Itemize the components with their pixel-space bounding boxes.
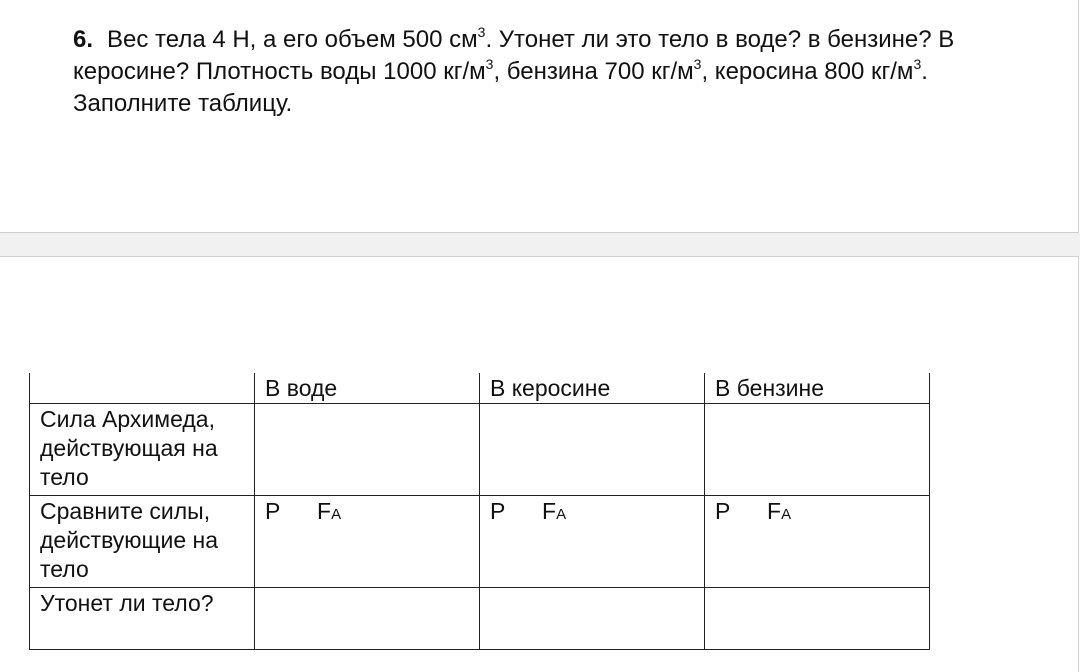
row-label-archimedes-force: Сила Архимеда, действующая на тело bbox=[30, 404, 255, 496]
weight-symbol: P bbox=[715, 498, 731, 524]
answer-table bbox=[29, 373, 930, 650]
compare-cell-gasoline[interactable] bbox=[705, 496, 930, 588]
superscript: 3 bbox=[913, 56, 922, 72]
superscript: 3 bbox=[477, 24, 486, 40]
answer-cell[interactable] bbox=[480, 404, 705, 496]
problem-text-2a: керосине? Плотность воды 1000 кг/м bbox=[73, 58, 486, 85]
answer-cell[interactable] bbox=[480, 588, 705, 650]
archimedes-force-symbol: FA bbox=[317, 498, 342, 524]
superscript: 3 bbox=[693, 56, 702, 72]
problem-statement bbox=[73, 24, 1033, 120]
problem-text-3: Заполните таблицу. bbox=[73, 90, 293, 117]
column-header-water: В воде bbox=[255, 373, 480, 404]
answer-cell[interactable] bbox=[255, 588, 480, 650]
weight-symbol: P bbox=[490, 498, 506, 524]
column-header-kerosene: В керосине bbox=[480, 373, 705, 404]
problem-number: 6. bbox=[73, 26, 94, 53]
archimedes-force-symbol: FA bbox=[542, 498, 567, 524]
row-label-will-sink: Утонет ли тело? bbox=[30, 588, 255, 650]
card-gap bbox=[0, 233, 1080, 256]
weight-symbol: P bbox=[265, 498, 281, 524]
problem-card bbox=[0, 0, 1079, 233]
problem-text-2c: , керосина 800 кг/м bbox=[701, 58, 914, 85]
table-corner-cell bbox=[30, 373, 255, 404]
problem-text-2b: , бензина 700 кг/м bbox=[493, 58, 694, 85]
answer-cell[interactable] bbox=[705, 404, 930, 496]
answer-cell[interactable] bbox=[255, 404, 480, 496]
table-row-will-sink bbox=[30, 588, 930, 650]
problem-text-1b: . Утонет ли это тело в воде? в бензине? В bbox=[485, 26, 955, 53]
column-header-gasoline: В бензине bbox=[705, 373, 930, 404]
table-row-compare-forces bbox=[30, 496, 930, 588]
compare-cell-water[interactable] bbox=[255, 496, 480, 588]
problem-text-1a: Вес тела 4 Н, а его объем 500 см bbox=[107, 26, 478, 53]
row-label-compare-forces: Сравните силы, действующие на тело bbox=[30, 496, 255, 588]
archimedes-force-symbol: FA bbox=[767, 498, 792, 524]
table-header-row bbox=[30, 373, 930, 404]
superscript: 3 bbox=[485, 56, 494, 72]
answer-cell[interactable] bbox=[705, 588, 930, 650]
table-card bbox=[0, 256, 1079, 672]
compare-cell-kerosene[interactable] bbox=[480, 496, 705, 588]
problem-text-2d: . bbox=[921, 58, 928, 85]
table-row-archimedes-force bbox=[30, 404, 930, 496]
